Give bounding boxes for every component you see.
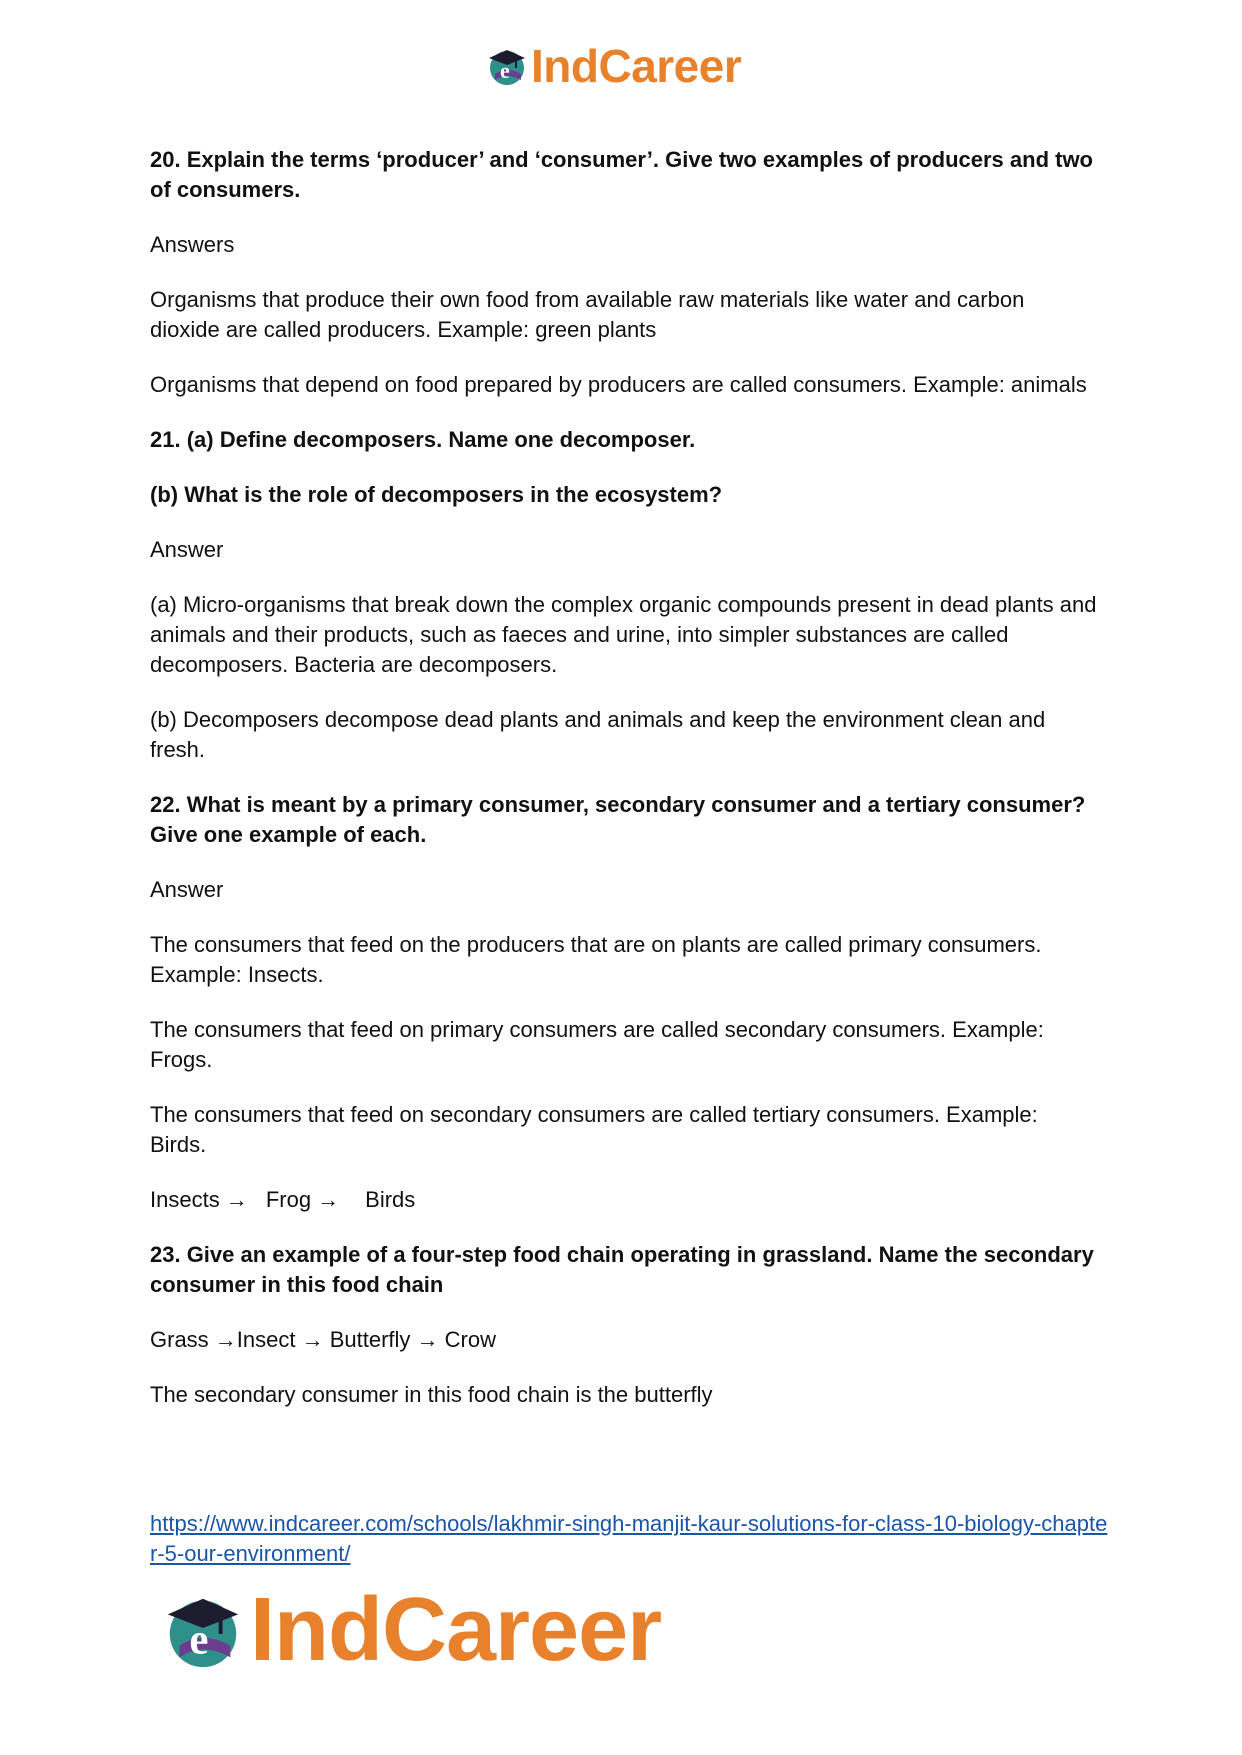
svg-text:e: e xyxy=(189,1616,209,1664)
answer-producers: Organisms that produce their own food from available raw materials like water and carbon dioxide are called producers. Example: green plants xyxy=(150,287,1025,342)
food-chain-23: Grass →Insect → Butterfly → Crow xyxy=(150,1327,496,1352)
footer-logo-text: IndCareer xyxy=(250,1580,662,1680)
answer-21b: (b) Decomposers decompose dead plants and animals and keep the environment clean and fresh. xyxy=(150,707,1046,762)
answer-consumers: Organisms that depend on food prepared by producers are called consumers. Example: animals xyxy=(150,372,1087,397)
answer-label-21: Answer xyxy=(150,537,224,562)
logo-text: IndCareer xyxy=(531,40,742,92)
answer-primary-consumers: The consumers that feed on the producers that are on plants are called primary consumers. Example: Insects. xyxy=(150,932,1042,987)
answer-label-22: Answer xyxy=(150,877,224,902)
answer-23: The secondary consumer in this food chain is the butterfly xyxy=(150,1382,713,1407)
question-21b: (b) What is the role of decomposers in the ecosystem? xyxy=(150,482,723,507)
food-chain-22 xyxy=(150,1185,1100,1215)
graduation-cap-book-globe-icon xyxy=(485,44,529,88)
question-22: 22. What is meant by a primary consumer, secondary consumer and a tertiary consumer? Give one example of each. xyxy=(150,792,1086,847)
chain-insects: Insects → xyxy=(150,1187,248,1212)
header-logo xyxy=(485,38,741,94)
chain-birds: Birds xyxy=(365,1187,416,1212)
source-link-block xyxy=(150,1509,1110,1569)
answer-secondary-consumers: The consumers that feed on primary consumers are called secondary consumers. Example: Frogs. xyxy=(150,1017,1044,1072)
source-link[interactable]: https://www.indcareer.com/schools/lakhmir-singh-manjit-kaur-solutions-for-class-10-biology-chapter-5-our-environment/ xyxy=(150,1511,1108,1566)
answer-21a: (a) Micro-organisms that break down the complex organic compounds present in dead plants and animals and their products, such as faeces and urine, into simpler substances are called decomposers. Bacteria are decomposers. xyxy=(150,592,1097,677)
answers-label: Answers xyxy=(150,232,235,257)
question-23: 23. Give an example of a four-step food chain operating in grassland. Name the secondary consumer in this food chain xyxy=(150,1242,1094,1297)
question-20: 20. Explain the terms ‘producer’ and ‘consumer’. Give two examples of producers and two of consumers. xyxy=(150,147,1093,202)
question-21a: 21. (a) Define decomposers. Name one decomposer. xyxy=(150,427,696,452)
svg-text:e: e xyxy=(500,58,510,83)
footer-logo xyxy=(160,1580,661,1680)
graduation-cap-book-globe-icon xyxy=(160,1587,246,1673)
document-body xyxy=(150,145,1100,1435)
answer-tertiary-consumers: The consumers that feed on secondary consumers are called tertiary consumers. Example: Birds. xyxy=(150,1102,1038,1157)
chain-frog: Frog → xyxy=(265,1187,340,1212)
